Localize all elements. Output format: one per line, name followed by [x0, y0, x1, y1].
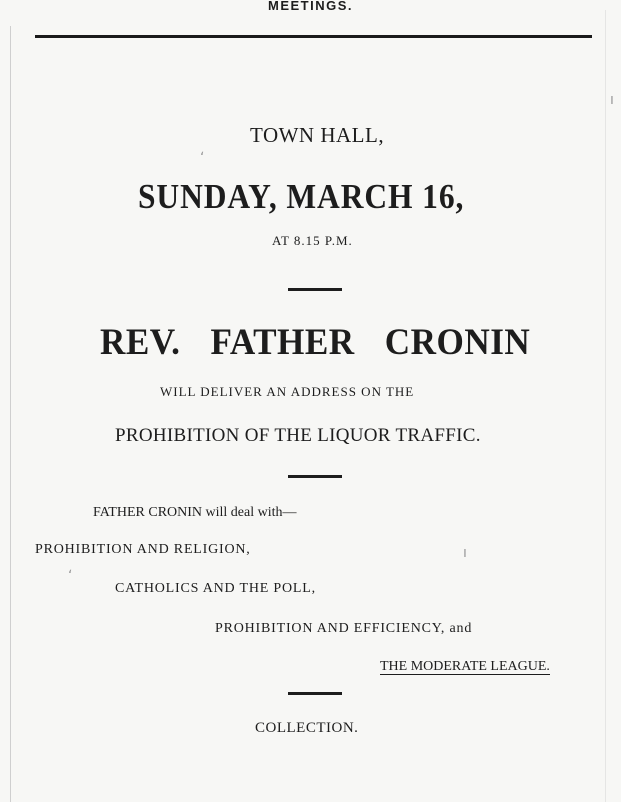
deal-name: FATHER CRONIN — [93, 505, 203, 520]
point-item: THE MODERATE LEAGUE. — [380, 659, 550, 674]
point-item: CATHOLICS AND THE POLL, — [115, 581, 316, 596]
page-edge-left — [10, 26, 11, 802]
time-line: AT 8.15 P.M. — [272, 233, 353, 248]
point-item: PROHIBITION AND RELIGION, — [35, 542, 251, 557]
points-connector: and — [449, 621, 473, 636]
address-topic: PROHIBITION OF THE LIQUOR TRAFFIC. — [115, 425, 481, 446]
header-rule — [35, 35, 592, 38]
deal-tail: will deal with— — [205, 505, 297, 520]
page-edge-right — [605, 10, 606, 802]
divider-rule — [288, 288, 342, 291]
deal-with-line — [93, 505, 297, 521]
print-speck: ʻ — [68, 568, 73, 584]
divider-rule — [288, 475, 342, 478]
print-speck: ʻ — [200, 150, 205, 166]
divider-rule — [288, 692, 342, 695]
collection-line: COLLECTION. — [255, 720, 359, 736]
point-item-with-connector — [215, 621, 472, 637]
venue-line: TOWN HALL, — [250, 123, 385, 147]
print-speck: ı — [463, 545, 467, 561]
print-speck: ı — [610, 92, 614, 108]
date-line: SUNDAY, MARCH 16, — [138, 177, 465, 216]
address-intro: WILL DELIVER AN ADDRESS ON THE — [160, 384, 415, 399]
section-header: MEETINGS. — [267, 0, 353, 13]
point-item: PROHIBITION AND EFFICIENCY, — [215, 621, 446, 636]
point-item-final — [380, 659, 550, 675]
speaker-name: REV. FATHER CRONIN — [100, 322, 531, 363]
